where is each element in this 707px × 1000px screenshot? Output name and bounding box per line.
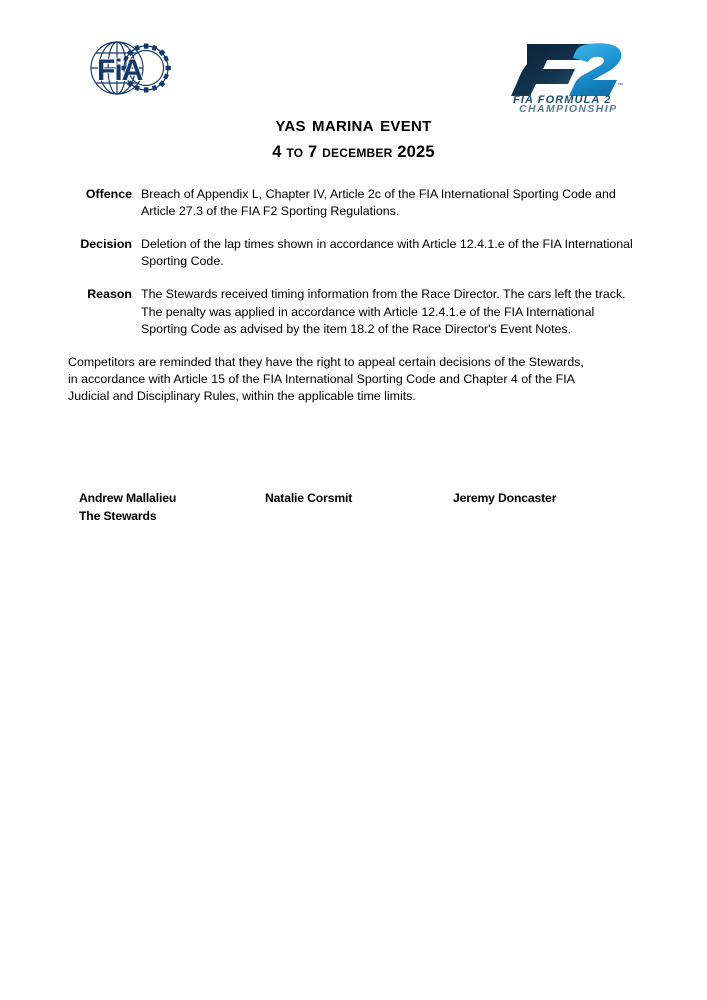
event-date: 4 to 7 december 2025 [272, 143, 435, 162]
f2-championship-logo [497, 36, 630, 112]
field-label-decision: Decision [80, 237, 132, 252]
event-title: yas marina event [275, 112, 432, 136]
title-block [0, 112, 707, 162]
steward-3-name: Jeremy Doncaster [453, 491, 557, 505]
document-body [68, 186, 640, 405]
field-label-offence: Offence [85, 187, 132, 201]
field-row-decision [68, 236, 640, 270]
document-header [0, 0, 707, 115]
svg-text:CHAMPIONSHIP: CHAMPIONSHIP [519, 103, 618, 112]
field-label-reason: Reason [87, 287, 132, 302]
steward-1-role: The Stewards [79, 508, 157, 523]
appeal-notice: Competitors are reminded that they have the right to appeal certain decisions of the Stewards, in accordance with Article 15 of the FIA International Sporting Code and Chapter 4 of the FIA Judicial and Disciplinary Rules, within the applicable time limits. [68, 354, 584, 404]
steward-1 [79, 490, 176, 525]
field-value-decision: Deletion of the lap times shown in accordance with Article 12.4.1.e of the FIA International Sporting Code. [141, 237, 633, 269]
field-value-reason: The Stewards received timing information from the Race Director. The cars left the track. The penalty was applied in accordance with Article 12.4.1.e of the FIA International Sporting Code as advised by the item 18.2 of the Race Director's Event Notes. [141, 287, 626, 336]
signature-block [68, 490, 640, 540]
svg-text:FIA FORMULA 2: FIA FORMULA 2 [513, 94, 612, 106]
steward-3 [453, 490, 556, 508]
fia-logo [84, 38, 176, 98]
field-row-offence [68, 186, 640, 220]
field-value-offence: Breach of Appendix L, Chapter IV, Article 2c of the FIA International Sporting Code and Article 27.3 of the FIA F2 Sporting Regulations. [141, 187, 616, 219]
steward-2 [265, 490, 352, 508]
steward-1-name: Andrew Mallalieu [79, 491, 177, 505]
field-row-reason [68, 286, 640, 337]
svg-text:™: ™ [617, 83, 623, 89]
steward-2-name: Natalie Corsmit [265, 491, 353, 505]
svg-text:FiA: FiA [97, 54, 143, 87]
